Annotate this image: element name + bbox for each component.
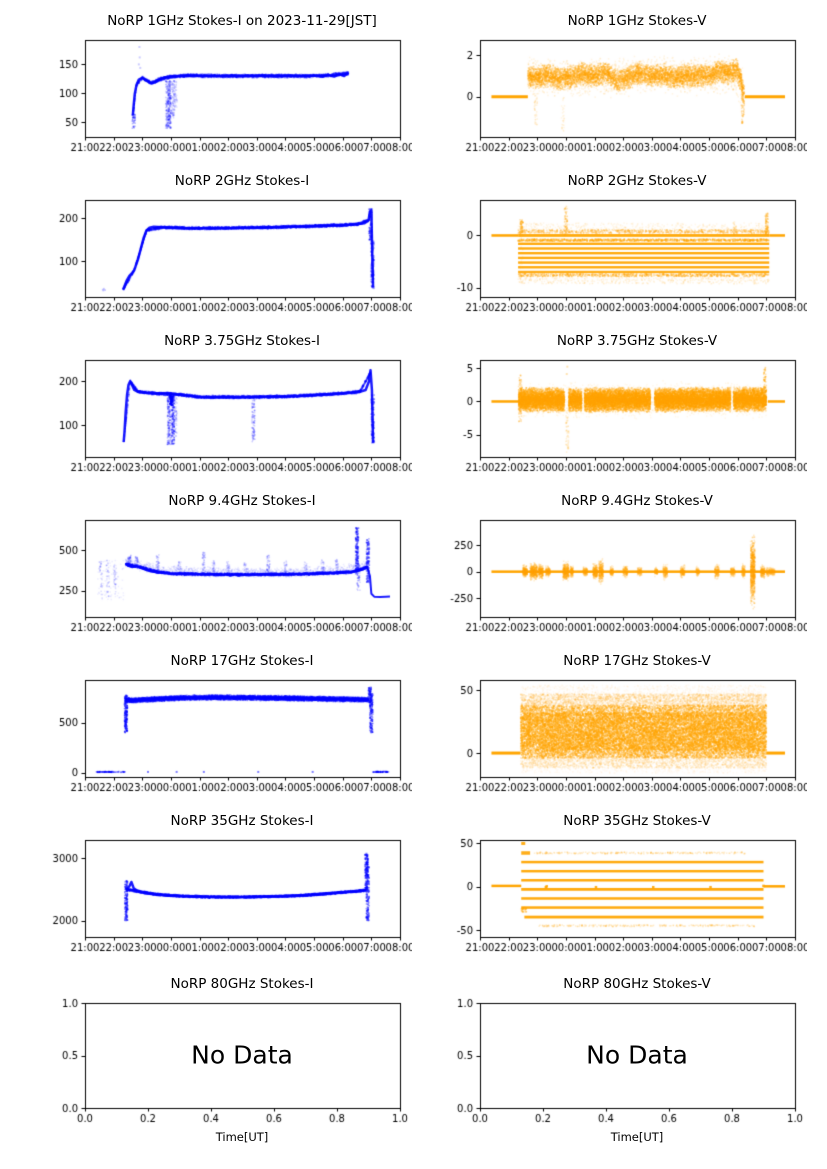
plot-title-3.75ghz-i: NoRP 3.75GHz Stokes-I — [164, 333, 320, 349]
plot-canvas-3.75ghz-stokes-v — [418, 352, 807, 483]
plot-title-9.4ghz-v: NoRP 9.4GHz Stokes-V — [561, 493, 713, 509]
plot-title-35ghz-i: NoRP 35GHz Stokes-I — [170, 813, 314, 829]
no-data-text-80ghz-i: No Data — [191, 1040, 293, 1070]
plot-canvas-17ghz-stokes-i — [23, 672, 412, 803]
plot-canvas-17ghz-stokes-v — [418, 672, 807, 803]
plot-canvas-35ghz-stokes-i — [23, 832, 412, 963]
plot-title-1ghz-v: NoRP 1GHz Stokes-V — [567, 13, 707, 29]
plot-title-1ghz-i: NoRP 1GHz Stokes-I on 2023-11-29[JST] — [107, 13, 377, 29]
plot-canvas-35ghz-stokes-v — [418, 832, 807, 963]
x-axis-label-80ghz-i: Time[UT] — [215, 1130, 269, 1144]
plot-canvas-2ghz-stokes-v — [418, 192, 807, 323]
plot-canvas-9.4ghz-stokes-v — [418, 512, 807, 643]
plot-title-2ghz-v: NoRP 2GHz Stokes-V — [567, 173, 707, 189]
plot-canvas-1ghz-stokes-v — [418, 32, 807, 163]
plot-canvas-3.75ghz-stokes-i — [23, 352, 412, 483]
plot-title-80ghz-i: NoRP 80GHz Stokes-I — [170, 976, 314, 992]
plot-title-2ghz-i: NoRP 2GHz Stokes-I — [174, 173, 310, 189]
plot-title-17ghz-v: NoRP 17GHz Stokes-V — [563, 653, 711, 669]
plot-canvas-2ghz-stokes-i — [23, 192, 412, 323]
plot-canvas-1ghz-stokes-i — [23, 32, 412, 163]
plot-title-9.4ghz-i: NoRP 9.4GHz Stokes-I — [168, 493, 316, 509]
plot-title-35ghz-v: NoRP 35GHz Stokes-V — [563, 813, 711, 829]
plot-canvas-9.4ghz-stokes-i — [23, 512, 412, 643]
plot-title-17ghz-i: NoRP 17GHz Stokes-I — [170, 653, 314, 669]
no-data-text-80ghz-v: No Data — [586, 1040, 688, 1070]
plot-title-3.75ghz-v: NoRP 3.75GHz Stokes-V — [556, 333, 718, 349]
plot-title-80ghz-v: NoRP 80GHz Stokes-V — [563, 976, 711, 992]
x-axis-label-80ghz-v: Time[UT] — [610, 1130, 664, 1144]
